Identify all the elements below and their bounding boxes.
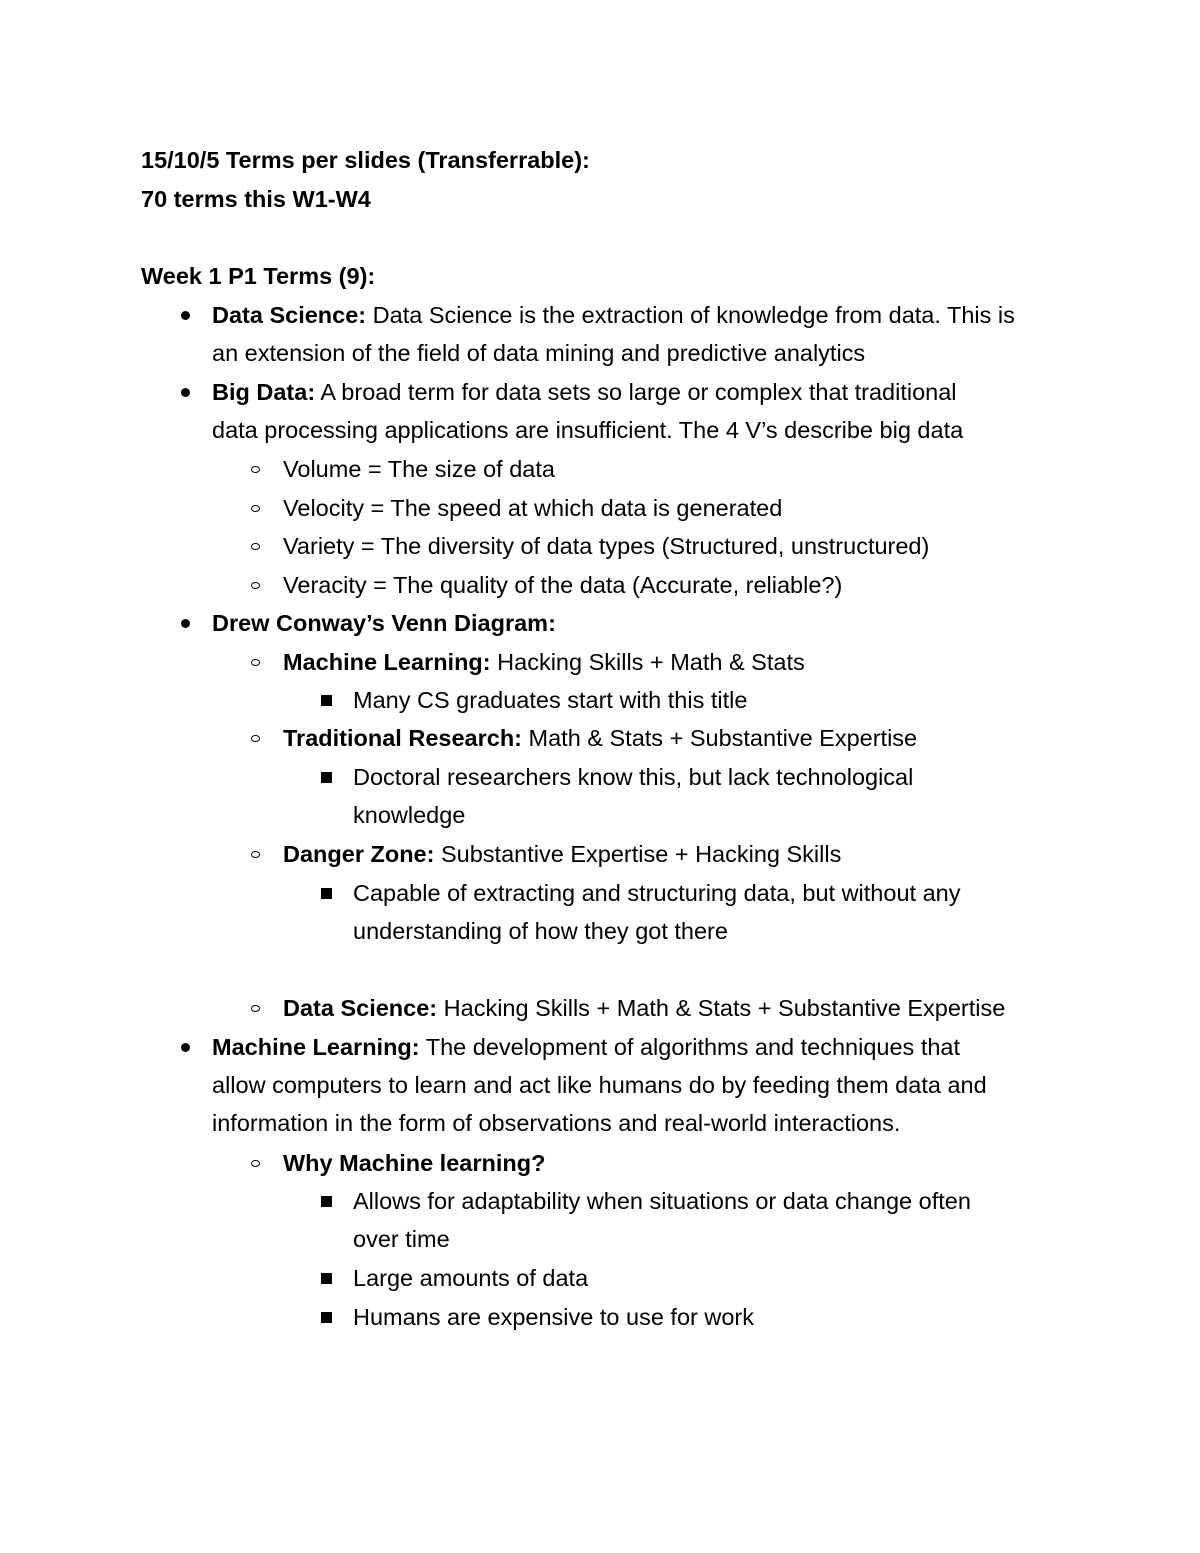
list-item-volume: Volume = The size of data xyxy=(283,456,555,482)
list-item-velocity: Velocity = The speed at which data is generated xyxy=(283,495,783,521)
term-definition: Math & Stats + Substantive Expertise xyxy=(522,725,918,751)
list-item-reason: Allows for adaptability when situations or data change often xyxy=(353,1188,971,1214)
term-definition: Data Science is the extraction of knowledge from data. This is xyxy=(366,302,1015,328)
note-continuation: understanding of how they got there xyxy=(353,918,728,944)
reason-continuation: over time xyxy=(353,1226,450,1252)
term-label: Danger Zone: xyxy=(283,841,435,867)
circle-bullet-icon xyxy=(245,839,265,869)
disc-bullet-icon xyxy=(175,608,195,638)
square-bullet-icon xyxy=(316,685,336,715)
list-item-note: Doctoral researchers know this, but lack technological xyxy=(353,764,914,790)
circle-bullet-icon xyxy=(245,1148,265,1178)
term-label: Machine Learning: xyxy=(283,649,491,675)
term-definition: A broad term for data sets so large or complex that traditional xyxy=(315,379,957,405)
section-title: Week 1 P1 Terms (9): xyxy=(141,263,376,289)
term-label: Big Data: xyxy=(212,379,316,405)
circle-bullet-icon xyxy=(245,570,265,600)
disc-bullet-icon xyxy=(175,300,195,330)
square-bullet-icon xyxy=(316,762,336,792)
square-bullet-icon xyxy=(316,1302,336,1332)
list-item-variety: Variety = The diversity of data types (Structured, unstructured) xyxy=(283,533,930,559)
term-label: Data Science: xyxy=(212,302,367,328)
list-item-machine-learning xyxy=(212,1032,960,1062)
term-label: Data Science: xyxy=(283,995,438,1021)
square-bullet-icon xyxy=(316,1263,336,1293)
circle-bullet-icon xyxy=(245,531,265,561)
list-item-venn-ml xyxy=(283,647,805,677)
list-item-reason: Humans are expensive to use for work xyxy=(353,1304,754,1330)
term-label: Machine Learning: xyxy=(212,1034,420,1060)
term-definition: Substantive Expertise + Hacking Skills xyxy=(434,841,842,867)
disc-bullet-icon xyxy=(175,377,195,407)
definition-continuation: allow computers to learn and act like humans do by feeding them data and xyxy=(212,1072,987,1098)
list-item-reason: Large amounts of data xyxy=(353,1265,589,1291)
list-item-venn-tr xyxy=(283,723,917,753)
disc-bullet-icon xyxy=(175,1032,195,1062)
header-line-2: 70 terms this W1-W4 xyxy=(141,186,371,212)
definition-continuation: data processing applications are insufficient. The 4 V’s describe big data xyxy=(212,417,964,443)
header-line-1: 15/10/5 Terms per slides (Transferrable): xyxy=(141,147,590,173)
list-item-big-data xyxy=(212,377,957,407)
list-item-why-ml: Why Machine learning? xyxy=(283,1150,546,1176)
square-bullet-icon xyxy=(316,878,336,908)
term-definition: Hacking Skills + Math & Stats xyxy=(490,649,805,675)
definition-continuation: an extension of the field of data mining and predictive analytics xyxy=(212,340,866,366)
list-item-data-science xyxy=(212,300,1015,330)
definition-continuation: information in the form of observations and real-world interactions. xyxy=(212,1110,901,1136)
circle-bullet-icon xyxy=(245,454,265,484)
term-label: Traditional Research: xyxy=(283,725,522,751)
note-continuation: knowledge xyxy=(353,802,466,828)
square-bullet-icon xyxy=(316,1186,336,1216)
circle-bullet-icon xyxy=(245,493,265,523)
list-item-venn-diagram: Drew Conway’s Venn Diagram: xyxy=(212,610,556,636)
list-item-venn-ds xyxy=(283,993,1005,1023)
list-item-note: Capable of extracting and structuring data, but without any xyxy=(353,880,961,906)
list-item-veracity: Veracity = The quality of the data (Accurate, reliable?) xyxy=(283,572,843,598)
term-definition: Hacking Skills + Math & Stats + Substantive Expertise xyxy=(437,995,1006,1021)
circle-bullet-icon xyxy=(245,647,265,677)
circle-bullet-icon xyxy=(245,993,265,1023)
circle-bullet-icon xyxy=(245,723,265,753)
list-item-venn-dz xyxy=(283,839,841,869)
term-definition: The development of algorithms and techniques that xyxy=(419,1034,961,1060)
list-item-note: Many CS graduates start with this title xyxy=(353,687,748,713)
